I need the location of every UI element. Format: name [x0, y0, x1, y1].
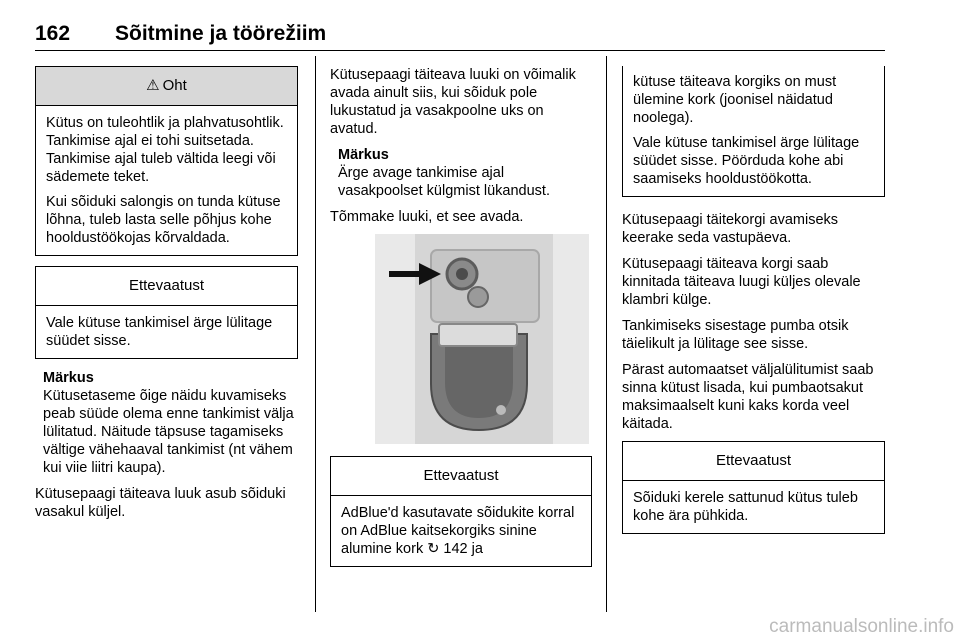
page-number: 162 [35, 22, 71, 45]
page-title: Sõitmine ja töörežiim [115, 22, 327, 45]
caution-box [330, 456, 592, 567]
warning-triangle-icon: ⚠ [146, 77, 160, 94]
caution-box-body [36, 306, 297, 358]
caution-text: Sõiduki kerele sattunud kütus tuleb kohe ära pühkida. [633, 490, 858, 524]
caution-box-header: Ettevaatust [36, 267, 297, 306]
note-block [35, 369, 298, 477]
caution-box-header: Ettevaatust [623, 442, 884, 481]
fuel-door-illustration [375, 234, 589, 444]
caution-text: AdBlue'd kasutavate sõidukite korral on AdBlue kaitsekorgiks sinine alumine kork [341, 505, 575, 557]
caution-box [622, 441, 885, 534]
caution-box-body [623, 481, 884, 533]
paragraph: Kütusepaagi täitekorgi avamiseks keerake seda vastupäeva. [622, 212, 839, 246]
caution-text-2: Vale kütuse tankimisel ärge lülitage süüdet sisse. Pöörduda kohe abi saamiseks hooldustöökotta. [633, 135, 860, 187]
paragraph: Kütusepaagi täiteava luuk asub sõiduki vasakul küljel. [35, 486, 286, 520]
danger-box [35, 66, 298, 256]
caution-box [35, 266, 298, 359]
danger-box-header [36, 67, 297, 106]
watermark: carmanualsonline.info [769, 616, 954, 637]
caution-box-body [331, 496, 591, 566]
caution-box-body [623, 66, 884, 196]
danger-text-2: Kui sõiduki salongis on tunda kütuse lõhna, tuleb lasta selle põhjus kohe hooldustöökojas kõrvaldada. [46, 194, 281, 246]
danger-box-body [36, 106, 297, 255]
caution-text: Vale kütuse tankimisel ärge lülitage süüdet sisse. [46, 315, 273, 349]
fuel-door-drawing [375, 234, 589, 444]
column-divider [606, 56, 607, 612]
column-2 [330, 66, 592, 577]
paragraph: Kütusepaagi täiteava korgi saab kinnitada täiteava luugi küljes olevale klambri külge. [622, 256, 861, 308]
danger-label: Oht [162, 77, 187, 94]
column-divider [315, 56, 316, 612]
paragraph: Pärast automaatset väljalülitumist saab sinna kütust lisada, kui pumbaotsakut maksimaalselt kuni kaks korda veel käitada. [622, 362, 874, 432]
danger-text-1: Kütus on tuleohtlik ja plahvatusohtlik. Tankimise ajal ei tohi suitsetada. Tankimise ajal tuleb vältida leegi või sädemete teket. [46, 115, 284, 185]
caution-box-header: Ettevaatust [331, 457, 591, 496]
page-header [35, 18, 885, 51]
note-text: Ärge avage tankimise ajal vasakpoolset külgmist lükandust. [338, 165, 550, 199]
caution-box-continued [622, 66, 885, 197]
note-title: Märkus [43, 370, 94, 386]
column-3 [622, 66, 885, 544]
caution-text-1: kütuse täiteava korgiks on must ülemine kork (joonisel näidatud noolega). [633, 74, 837, 126]
page-reference-icon: ↻ [427, 541, 440, 557]
page-reference[interactable]: 142 [443, 541, 468, 557]
note-title: Märkus [338, 147, 389, 163]
caution-text-end: ja [467, 541, 483, 557]
note-block [330, 146, 592, 200]
paragraph: Tankimiseks sisestage pumba otsik täielikult ja lülitage see sisse. [622, 318, 849, 352]
paragraph: Tõmmake luuki, et see avada. [330, 209, 524, 225]
paragraph: Kütusepaagi täiteava luuki on võimalik avada ainult siis, kui sõiduk pole lukustatud ja vasakpoolne uks on avatud. [330, 67, 576, 137]
note-text: Kütusetaseme õige näidu kuvamiseks peab süüde olema enne tankimist välja lülitatud. Näitude täpsuse tagamiseks vältige vähehaaval tankimist (nt vähem kui viie liitri kaupa). [43, 388, 294, 476]
column-1 [35, 66, 298, 529]
